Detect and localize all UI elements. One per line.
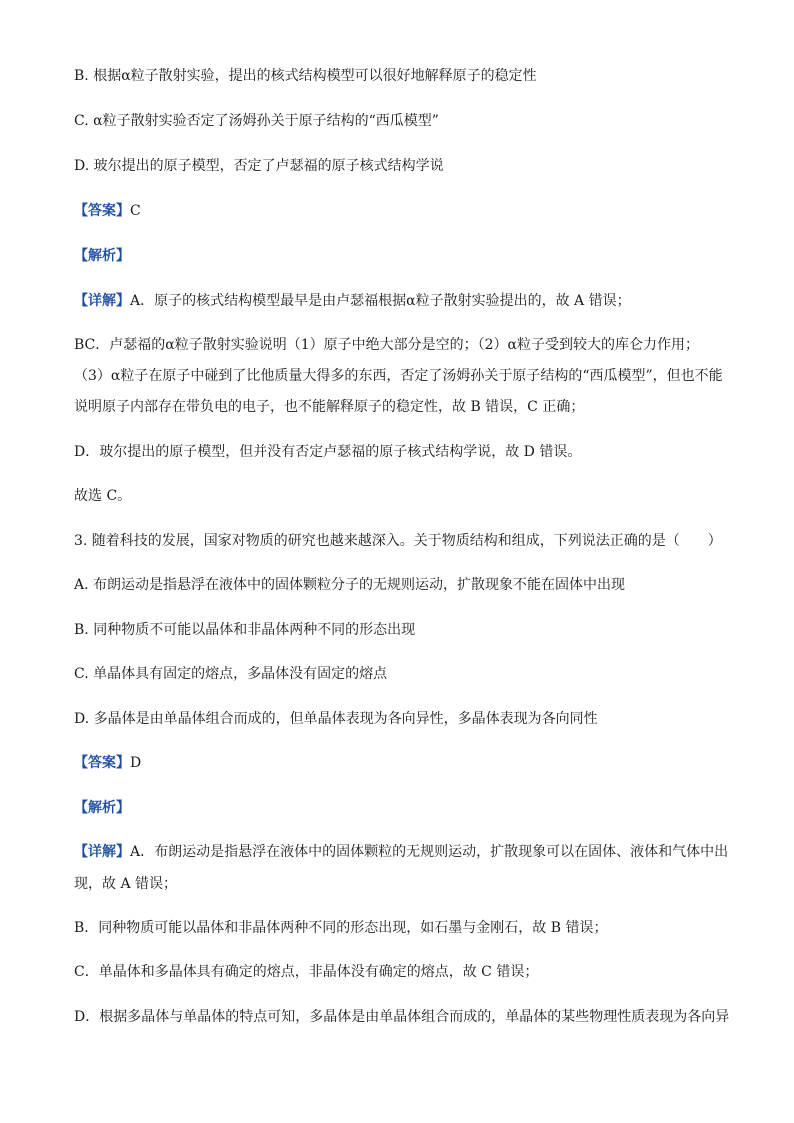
q2-answer-tag: 【答案】 — [74, 203, 130, 219]
q2-detail-a-text: A．原子的核式结构模型最早是由卢瑟福根据α粒子散射实验提出的，故 A 错误； — [130, 293, 631, 309]
q3-option-b: B. 同种物质不可能以晶体和非晶体两种不同的形态出现 — [74, 622, 416, 638]
q2-option-b: B. 根据α粒子散射实验，提出的核式结构模型可以很好地解释原子的稳定性 — [74, 68, 537, 84]
q2-detail-d: D．玻尔提出的原子模型，但并没有否定卢瑟福的原子核式结构学说，故 D 错误。 — [74, 444, 582, 460]
q3-detail-a-line2: 现，故 A 错误； — [74, 876, 178, 892]
q2-analysis-tag: 【解析】 — [74, 248, 130, 264]
q2-detail-tag: 【详解】 — [74, 293, 130, 309]
q3-answer-tag: 【答案】 — [74, 755, 130, 771]
q2-detail-a — [74, 291, 754, 311]
q2-conclusion: 故选 C。 — [74, 488, 132, 504]
q3-detail-b: B．同种物质可能以晶体和非晶体两种不同的形态出现，如石墨与金刚石，故 B 错误； — [74, 920, 608, 936]
q3-detail-a-line1 — [74, 842, 754, 862]
q2-option-c: C. α粒子散射实验否定了汤姆孙关于原子结构的“西瓜模型” — [74, 113, 439, 129]
q2-detail-bc-line3: 说明原子内部存在带负电的电子，也不能解释原子的稳定性，故 B 错误，C 正确； — [74, 399, 585, 415]
q3-option-d: D. 多晶体是由单晶体组合而成的，但单晶体表现为各向异性，多晶体表现为各向同性 — [74, 711, 598, 727]
q2-detail-bc-line1: BC．卢瑟福的α粒子散射实验说明（1）原子中绝大部分是空的；（2）α粒子受到较大的库仑力作用； — [74, 337, 699, 353]
q2-option-d: D. 玻尔提出的原子模型，否定了卢瑟福的原子核式结构学说 — [74, 158, 444, 174]
q3-detail-tag: 【详解】 — [74, 844, 130, 860]
q3-answer — [74, 753, 754, 773]
q2-answer-value: C — [130, 203, 141, 219]
q3-detail-d-line1: D．根据多晶体与单晶体的特点可知，多晶体是由单晶体组合而成的，单晶体的某些物理性质表现为各向异 — [74, 1009, 730, 1025]
q3-analysis-tag: 【解析】 — [74, 800, 130, 816]
q3-option-c: C. 单晶体具有固定的熔点，多晶体没有固定的熔点 — [74, 666, 388, 682]
q3-answer-value: D — [130, 755, 142, 771]
q3-question: 3. 随着科技的发展，国家对物质的研究也越来越深入。关于物质结构和组成，下列说法正确的是（ ） — [74, 533, 722, 549]
q3-detail-a-text: A．布朗运动是指悬浮在液体中的固体颗粒的无规则运动，扩散现象可以在固体、液体和气体中出 — [130, 844, 729, 860]
q3-detail-c: C．单晶体和多晶体具有确定的熔点，非晶体没有确定的熔点，故 C 错误； — [74, 964, 539, 980]
q2-answer — [74, 201, 754, 221]
q3-option-a: A. 布朗运动是指悬浮在液体中的固体颗粒分子的无规则运动，扩散现象不能在固体中出现 — [74, 577, 626, 593]
q2-detail-bc-line2: （3）α粒子在原子中碰到了比他质量大得多的东西，否定了汤姆孙关于原子结构的“西瓜模型”，但也不能 — [74, 368, 723, 384]
